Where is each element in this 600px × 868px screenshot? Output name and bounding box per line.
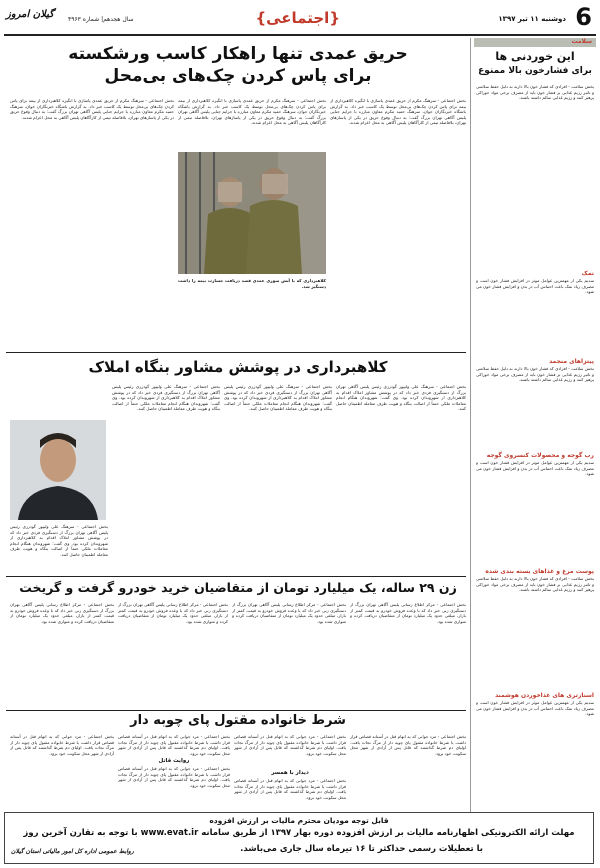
article4-subhead-1: دیدار با همسر: [271, 770, 309, 776]
sidebar-subhead-smart-eating: اسنازتری های غذاخوردن هوشمند: [495, 692, 594, 699]
sidebar-body-1: بخش سلامت - افرادی که فشار خون بالا دارند به دلیل حفظ سلامتی و تاثیر رژیم غذایی بر فشار خون باید از مصرف برخی مواد خوراکی پرهیز کنند و رژیم غذایی سالم داشته باشند.: [476, 84, 594, 101]
article2-body-col2: بخش اجتماعی - سرهنگ علی ولیپور گودرزی رئیس پلیس آگاهی تهران بزرگ از دستگیری فردی خبر داد که در پوشش مشاور املاک اقدام به کلاهبرداری از شهروندان کرده بود. وی گفت: شهروندان هنگام انجام معاملات ملکی حتماً از اصالت بنگاه و هویت طرف معامله اطمینان حاصل کنند.: [224, 384, 332, 412]
article4-body-col3b: بخش اجتماعی - مرد جوانی که به اتهام قتل در آستانه قصاص قرار داشت با شرط خانواده مقتول پای چوبه دار از مرگ نجات یافت. اولیای دم شرط گذاشتند که قاتل پس از آزادی از شهر محل سکونت خود برود.: [118, 766, 230, 788]
article2-body-col3: بخش اجتماعی - سرهنگ علی ولیپور گودرزی رئیس پلیس آگاهی تهران بزرگ از دستگیری فردی خبر داد که در پوشش مشاور املاک اقدام به کلاهبرداری از شهروندان کرده بود. وی گفت: شهروندان هنگام انجام معاملات ملکی حتماً از اصالت بنگاه و هویت طرف معامله اطمینان حاصل کنند.: [112, 384, 220, 412]
portrait-illustration: [10, 420, 106, 520]
article4-body-col1: بخش اجتماعی - مرد جوانی که به اتهام قتل در آستانه قصاص قرار داشت با شرط خانواده مقتول پای چوبه دار از مرگ نجات یافت. اولیای دم شرط گذاشتند که قاتل پس از آزادی از شهر محل سکونت خود برود.: [350, 734, 466, 756]
article4-headline: شرط خانواده مقتول پای چوبه دار: [130, 713, 346, 728]
article4-body-col2: بخش اجتماعی - مرد جوانی که به اتهام قتل در آستانه قصاص قرار داشت با شرط خانواده مقتول پای چوبه دار از مرگ نجات یافت. اولیای دم شرط گذاشتند که قاتل پس از آزادی از شهر محل سکونت خود برود.: [234, 734, 346, 756]
sidebar-subhead-chicken: پوست مرغ و غذاهای بسته بندی شده: [485, 568, 594, 575]
section-title: {اجتماعی}: [255, 9, 340, 27]
article1-body-col1: بخش اجتماعی - سرهنگ مکرم از حریق عمدی پاساژی با انگیزه کلاهبرداری از بیمه برای پاس کردن چک‌های بی‌محل توسط یک کاسب خبر داد. به گزارش باشگاه خبرنگاران جوان، سرهنگ حمید مکرم معاون مبارزه با جرایم جنایی پلیس آگاهی تهران بزرگ گفت: به دنبال وقوع حریق در یکی از پاساژهای تهران، بلافاصله تیمی از کارآگاهان پلیس آگاهی به محل اعزام شدند.: [330, 98, 466, 126]
issue-date: دوشنبه ۱۱ تیر ۱۳۹۷: [498, 15, 566, 23]
article3-body-col3: بخش اجتماعی - مرکز اطلاع رسانی پلیس آگاهی تهران بزرگ از دستگیری زنی خبر داد که با وعده فروش خودرو به قیمت کمتر از بازار، مبلغی حدود یک میلیارد تومان از متقاضیان دریافت کرده و متواری شده بود.: [118, 602, 228, 624]
sidebar-body-2: سدیم یکی از مهمترین عوامل موثر در افزایش فشار خون است و مصرف زیاد نمک باعث احتباس آب در بدن و افزایش فشار خون می شود.: [476, 278, 594, 295]
article2-headline: کلاهبرداری در پوشش مشاور بنگاه املاک: [88, 358, 388, 376]
article1-body-col2: بخش اجتماعی - سرهنگ مکرم از حریق عمدی پاساژی با انگیزه کلاهبرداری از بیمه برای پاس کردن چک‌های بی‌محل توسط یک کاسب خبر داد. به گزارش باشگاه خبرنگاران جوان، سرهنگ حمید مکرم معاون مبارزه با جرایم جنایی پلیس آگاهی تهران بزرگ گفت: به دنبال وقوع حریق در یکی از پاساژهای تهران، بلافاصله تیمی از کارآگاهان پلیس آگاهی به محل اعزام شدند.: [178, 98, 326, 126]
tax-notice-title: قابل توجه مودیان محترم مالیات بر ارزش افزوده: [209, 816, 389, 825]
sidebar-headline-1: این خوردنی ها: [495, 50, 575, 63]
sidebar-label: سلامت: [571, 38, 592, 45]
article4-body-col4: بخش اجتماعی - مرد جوانی که به اتهام قتل در آستانه قصاص قرار داشت با شرط خانواده مقتول پای چوبه دار از مرگ نجات یافت. اولیای دم شرط گذاشتند که قاتل پس از آزادی از شهر محل سکونت خود برود.: [10, 734, 114, 756]
article1-headline-1: حریق عمدی تنها راهکار کاسب ورشکسته: [68, 44, 408, 64]
article3-body-col4: بخش اجتماعی - مرکز اطلاع رسانی پلیس آگاهی تهران بزرگ از دستگیری زنی خبر داد که با وعده فروش خودرو به قیمت کمتر از بازار، مبلغی حدود یک میلیارد تومان از متقاضیان دریافت کرده و متواری شده بود.: [10, 602, 114, 624]
article3-body-col1: بخش اجتماعی - مرکز اطلاع رسانی پلیس آگاهی تهران بزرگ از دستگیری زنی خبر داد که با وعده فروش خودرو به قیمت کمتر از بازار، مبلغی حدود یک میلیارد تومان از متقاضیان دریافت کرده و متواری شده بود.: [350, 602, 466, 624]
article1-body-col3: بخش اجتماعی - سرهنگ مکرم از حریق عمدی پاساژی با انگیزه کلاهبرداری از بیمه برای پاس کردن چک‌های بی‌محل توسط یک کاسب خبر داد. به گزارش باشگاه خبرنگاران جوان، سرهنگ حمید مکرم معاون مبارزه با جرایم جنایی پلیس آگاهی تهران بزرگ گفت: به دنبال وقوع حریق در یکی از پاساژهای تهران، بلافاصله تیمی از کارآگاهان پلیس آگاهی به محل اعزام شدند.: [10, 98, 174, 120]
sidebar-subhead-tomato: رب گوجه و محصولات کنسروی گوجه: [486, 452, 594, 459]
sidebar-body-4: سدیم یکی از مهمترین عوامل موثر در افزایش فشار خون است و مصرف زیاد نمک باعث احتباس آب در بدن و افزایش فشار خون می شود.: [476, 460, 594, 477]
article3-headline: زن ۲۹ ساله، یک میلیارد تومان از متقاضیان خرید خودرو گرفت و گریخت: [19, 580, 457, 595]
article2-divider: [6, 576, 466, 577]
sidebar-body-5: بخش سلامت - افرادی که فشار خون بالا دارند به دلیل حفظ سلامتی و تاثیر رژیم غذایی بر فشار خون باید از مصرف برخی مواد خوراکی پرهیز کنند و رژیم غذایی سالم داشته باشند.: [476, 576, 594, 593]
article2-body-col1: بخش اجتماعی - سرهنگ علی ولیپور گودرزی رئیس پلیس آگاهی تهران بزرگ از دستگیری فردی خبر داد که در پوشش مشاور املاک اقدام به کلاهبرداری از شهروندان کرده بود. وی گفت: شهروندان هنگام انجام معاملات ملکی حتماً از اصالت بنگاه و هویت طرف معامله اطمینان حاصل کنند.: [336, 384, 466, 412]
suspects-illustration: [178, 152, 326, 274]
sidebar-subhead-pizza: پیتزاهای منجمد: [549, 358, 594, 365]
sidebar-label-bar: [474, 38, 596, 47]
tax-notice-signature: روابط عمومی اداره کل امور مالیاتی استان گیلان: [11, 848, 134, 855]
article4-subhead-2: روایت قاتل: [158, 758, 190, 764]
article1-headline-2: برای پاس کردن چک‌های بی‌محل: [104, 66, 372, 86]
tax-notice-line2: با تعطیلات رسمی حداکثر تا ۱۶ تیرماه سال جاری می‌باشد.: [240, 844, 483, 854]
article2-body-col4: بخش اجتماعی - سرهنگ علی ولیپور گودرزی رئیس پلیس آگاهی تهران بزرگ از دستگیری فردی خبر داد که در پوشش مشاور املاک اقدام به کلاهبرداری از شهروندان کرده بود. وی گفت: شهروندان هنگام انجام معاملات ملکی حتماً از اصالت بنگاه و هویت طرف معامله اطمینان حاصل کنند.: [10, 524, 108, 557]
sidebar-column: [474, 38, 596, 828]
article2-photo: [10, 420, 106, 520]
sidebar-subhead-salt: نمک: [581, 270, 594, 277]
newspaper-logo: گیلان امروز: [6, 9, 54, 20]
tax-notice-line1: مهلت ارائه الکترونیکی اظهارنامه مالیات بر ارزش افزوده دوره بهار ۱۳۹۷ از طریق سامانه www.evat.ir با توجه به تقارن آخرین روز: [23, 828, 575, 838]
sidebar-headline-2: برای فشارخون بالا ممنوع: [478, 66, 592, 76]
sidebar-body-3: بخش سلامت - افرادی که فشار خون بالا دارند به دلیل حفظ سلامتی و تاثیر رژیم غذایی بر فشار خون باید از مصرف برخی مواد خوراکی پرهیز کنند و رژیم غذایی سالم داشته باشند.: [476, 366, 594, 383]
header-divider: [4, 34, 596, 36]
page-number: 6: [575, 3, 592, 31]
article4-body-col2b: بخش اجتماعی - مرد جوانی که به اتهام قتل در آستانه قصاص قرار داشت با شرط خانواده مقتول پای چوبه دار از مرگ نجات یافت. اولیای دم شرط گذاشتند که قاتل پس از آزادی از شهر محل سکونت خود برود.: [234, 778, 346, 800]
article1-photo-caption: کلاهبرداری که با آتش سوزی عمدی قصد دریافت خسارت بیمه را داشت دستگیر شد.: [178, 278, 326, 289]
issue-number: سال هجدهم| شماره ۴۹۶۳: [68, 16, 134, 23]
tax-notice-box: [4, 812, 594, 864]
sidebar-divider: [470, 38, 471, 828]
article1-divider: [6, 352, 466, 353]
article3-divider: [6, 710, 466, 711]
article4-body-col3: بخش اجتماعی - مرد جوانی که به اتهام قتل در آستانه قصاص قرار داشت با شرط خانواده مقتول پای چوبه دار از مرگ نجات یافت. اولیای دم شرط گذاشتند که قاتل پس از آزادی از شهر محل سکونت خود برود.: [118, 734, 230, 756]
article1-photo: [178, 152, 326, 274]
sidebar-body-6: سدیم یکی از مهمترین عوامل موثر در افزایش فشار خون است و مصرف زیاد نمک باعث احتباس آب در بدن و افزایش فشار خون می شود.: [476, 700, 594, 717]
article3-body-col2: بخش اجتماعی - مرکز اطلاع رسانی پلیس آگاهی تهران بزرگ از دستگیری زنی خبر داد که با وعده فروش خودرو به قیمت کمتر از بازار، مبلغی حدود یک میلیارد تومان از متقاضیان دریافت کرده و متواری شده بود.: [232, 602, 346, 624]
